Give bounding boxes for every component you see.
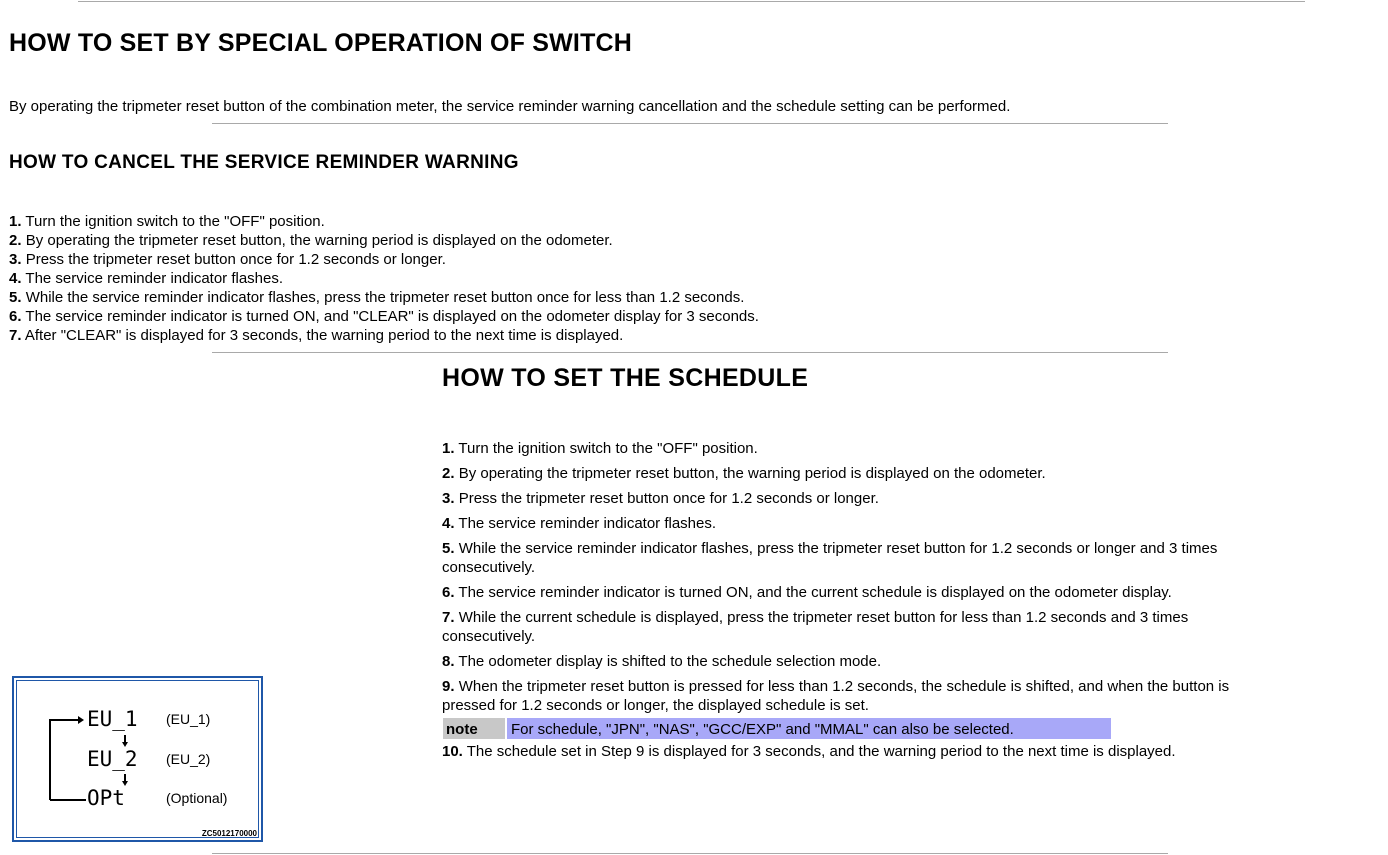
step-text: The service reminder indicator flashes. (25, 270, 284, 287)
step-text: By operating the tripmeter reset button, the warning period is displayed on the odometer. (25, 232, 613, 249)
step-text: The odometer display is shifted to the schedule selection mode. (458, 653, 882, 670)
step-number: 9. (442, 678, 455, 695)
step-text: By operating the tripmeter reset button, the warning period is displayed on the odometer. (458, 465, 1046, 482)
step-number: 3. (442, 490, 455, 507)
lcd-display-eu1: EU_1 (87, 707, 138, 731)
list-item (442, 742, 1242, 761)
page-title: HOW TO SET BY SPECIAL OPERATION OF SWITCH (9, 29, 633, 57)
step-text: Press the tripmeter reset button once for 1.2 seconds or longer. (25, 251, 446, 268)
label-optional: (Optional) (166, 790, 228, 806)
list-item (442, 608, 1242, 646)
schedule-heading: HOW TO SET THE SCHEDULE (442, 364, 809, 392)
list-item (442, 464, 1242, 483)
step-number: 8. (442, 653, 455, 670)
schedule-steps-list (442, 439, 1242, 767)
label-eu2: (EU_2) (166, 751, 211, 767)
step-text: Press the tripmeter reset button once for 1.2 seconds or longer. (458, 490, 879, 507)
section-rule (212, 352, 1168, 353)
list-item (9, 269, 759, 288)
step-number: 2. (442, 465, 455, 482)
list-item (442, 514, 1242, 533)
step-number: 10. (442, 743, 463, 760)
step-text: The schedule set in Step 9 is displayed for 3 seconds, and the warning period to the next time is displayed. (466, 743, 1176, 760)
step-text: Turn the ignition switch to the "OFF" position. (25, 213, 325, 230)
cancel-heading: HOW TO CANCEL THE SERVICE REMINDER WARNING (9, 152, 519, 173)
step-text: When the tripmeter reset button is pressed for less than 1.2 seconds, the schedule is shifted, and when the button is pressed for 1.2 seconds or longer, the displayed schedule is set. (442, 678, 1230, 714)
list-item (442, 489, 1242, 508)
step-text: The service reminder indicator flashes. (458, 515, 717, 532)
step-number: 2. (9, 232, 22, 249)
step-text: While the current schedule is displayed, press the tripmeter reset button for less than 1.2 seconds and 3 times consecutively. (442, 609, 1189, 645)
step-text: Turn the ignition switch to the "OFF" position. (458, 440, 758, 457)
figure-id: ZC5012170000 (201, 829, 257, 838)
step-number: 7. (442, 609, 455, 626)
note-text: For schedule, "JPN", "NAS", "GCC/EXP" and "MMAL" can also be selected. (506, 717, 1112, 740)
list-item (9, 250, 759, 269)
list-item (442, 652, 1242, 671)
lcd-display-eu2: EU_2 (87, 747, 138, 771)
step-number: 6. (9, 308, 22, 325)
list-item (442, 439, 1242, 458)
list-item (9, 326, 759, 345)
step-number: 3. (9, 251, 22, 268)
step-number: 1. (442, 440, 455, 457)
step-number: 4. (442, 515, 455, 532)
label-eu1: (EU_1) (166, 711, 211, 727)
list-item (442, 539, 1242, 577)
note-label: note (442, 717, 506, 740)
step-number: 5. (442, 540, 455, 557)
step-number: 5. (9, 289, 22, 306)
list-item (442, 583, 1242, 602)
section-rule (212, 123, 1168, 124)
step-text: While the service reminder indicator flashes, press the tripmeter reset button once for less than 1.2 seconds. (25, 289, 745, 306)
lcd-display-opt: OPt (87, 786, 125, 810)
list-item (442, 677, 1242, 715)
list-item (9, 288, 759, 307)
list-item (9, 307, 759, 326)
step-text: The service reminder indicator is turned ON, and the current schedule is displayed on the odometer display. (458, 584, 1172, 601)
step-text: The service reminder indicator is turned ON, and "CLEAR" is displayed on the odometer display for 3 seconds. (25, 308, 759, 325)
step-number: 7. (9, 327, 22, 344)
step-number: 4. (9, 270, 22, 287)
list-item (9, 212, 759, 231)
note-box (442, 717, 1112, 740)
step-number: 6. (442, 584, 455, 601)
top-rule (78, 1, 1305, 2)
bottom-rule (212, 853, 1168, 854)
schedule-display-figure (12, 676, 263, 842)
step-number: 1. (9, 213, 22, 230)
step-text: After "CLEAR" is displayed for 3 seconds, the warning period to the next time is displayed. (24, 327, 624, 344)
cancel-steps-list (9, 212, 759, 345)
intro-paragraph: By operating the tripmeter reset button of the combination meter, the service reminder warning cancellation and the schedule setting can be performed. (9, 98, 1011, 115)
list-item (9, 231, 759, 250)
step-text: While the service reminder indicator flashes, press the tripmeter reset button for 1.2 seconds or longer and 3 times consecutively. (442, 540, 1218, 576)
